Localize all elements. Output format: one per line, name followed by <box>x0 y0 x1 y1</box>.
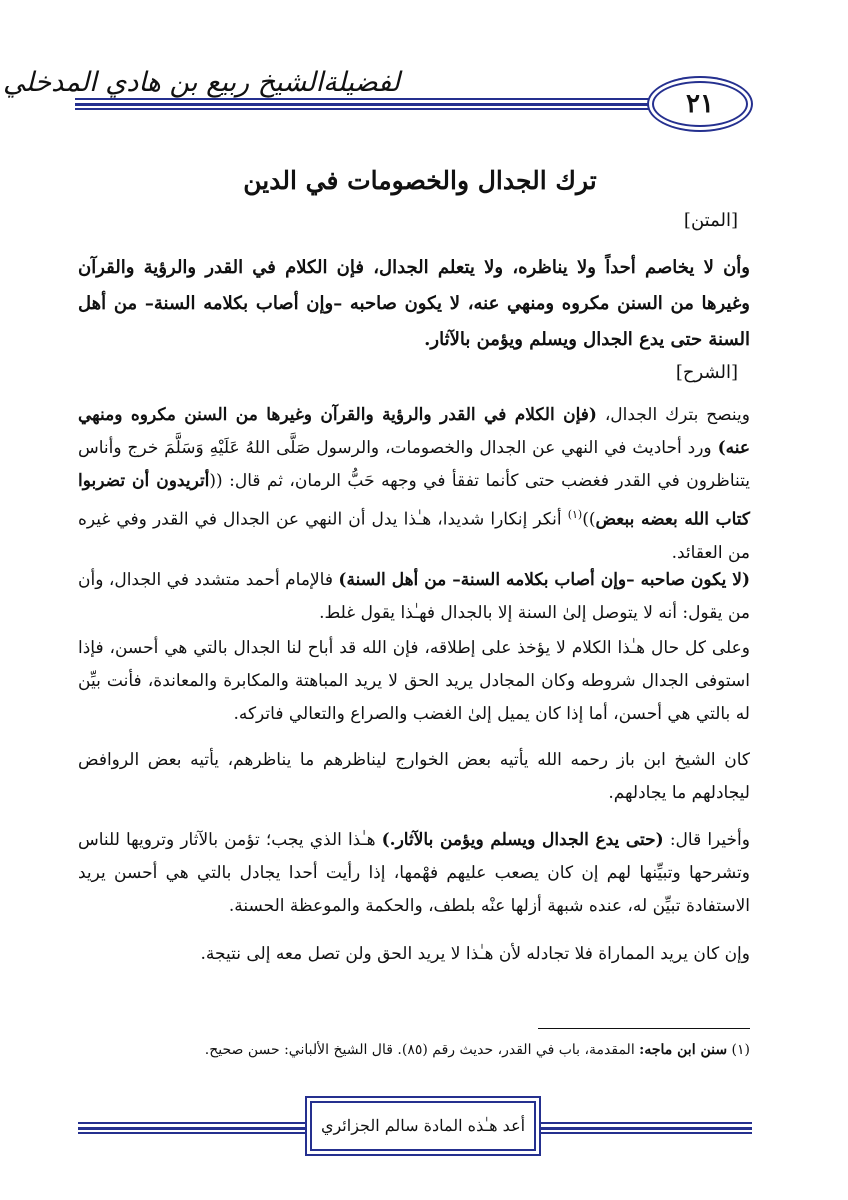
text-run: ورد أحاديث في النهي عن الجدال والخصومات، والرسول صَلَّى اللهُ عَلَيْهِ وَسَلَّمَ خرج وأناس يتناظرون في القدر فغضب حتى كأنما تفقأ في وجهه حَبُّ الرمان، ثم قال: (( <box>78 438 750 491</box>
footnote-separator <box>538 1028 750 1029</box>
quoted-matn: (لا يكون صاحبه –وإن أصاب بكلامه السنة– من أهل السنة) <box>338 570 750 590</box>
quoted-matn: (حتى يدع الجدال ويسلم ويؤمن بالآثار.) <box>381 830 664 850</box>
text-run: هـٰذا الذي يجب؛ تؤمن بالآثار وترويها للناس وتشرحها وتبيِّنها لهم إن كان يصعب عليهم فهْمها، إذا رأيت أحدا يجادل بالتي هي أحسن يريد الاستفادة تبيِّن له، عنده شبهة أزلها عنْه بلطف، والحكمة والموعظة الحسنة. <box>78 830 750 916</box>
sharh-paragraph-4: كان الشيخ ابن باز رحمه الله يأتيه بعض الخوارج ليناظرهم ما يناظرهم، يأتيه بعض الروافض ليجادلهم ما يجادلهم. <box>78 750 750 803</box>
matn-label: [المتن] <box>683 210 738 231</box>
footnote <box>78 1042 750 1058</box>
section-title: ترك الجدال والخصومات في الدين <box>243 166 597 195</box>
sharh-paragraph-2 <box>78 564 750 630</box>
hadith-quote: أتريدون أن تضربوا كتاب الله بعضه ببعض <box>78 471 750 530</box>
sharh-paragraph-3: وعلى كل حال هـٰذا الكلام لا يؤخذ على إطلاقه، فإن الله قد أباح لنا الجدال بالتي هي أحسن، فإذا استوفى الجدال شروطه وكان المجادل يريد الحق لا يريد المباهتة والمكابرة والمعاندة، فأنت بيِّن له بالتي هي أحسن، أما إذا كان يميل إلىٰ الغضب والصراع والتعالي فاتركه. <box>78 638 750 724</box>
matn-text: وأن لا يخاصم أحداً ولا يناظره، ولا يتعلم الجدال، فإن الكلام في القدر والرؤية والقرآن وغيرها من السنن مكروه ومنهي عنه، لا يكون صاحبه –وإن أصاب بكلامه السنة– من أهل السنة حتى يدع الجدال ويسلم ويؤمن بالآثار. <box>78 257 750 350</box>
footnote-marker: (١) <box>731 1042 750 1058</box>
sharh-paragraph-6: وإن كان يريد المماراة فلا تجادله لأن هـٰذا لا يريد الحق ولن تصل معه إلى نتيجة. <box>200 944 750 964</box>
running-header-title: لفضيلةالشيخ ربيع بن هادي المدخلي <box>3 67 400 98</box>
footnote-source: سنن ابن ماجه: <box>639 1042 728 1058</box>
footnote-text: المقدمة، باب في القدر، حديث رقم (٨٥). قال الشيخ الألباني: حسن صحيح. <box>204 1042 640 1058</box>
header-rule <box>75 108 750 110</box>
text-run: وأخيرا قال: <box>663 830 750 850</box>
footnote-reference[interactable]: (١) <box>567 508 583 521</box>
sharh-paragraph-5 <box>78 824 750 923</box>
text-run: )) <box>582 509 596 530</box>
sharh-label: [الشرح] <box>675 362 738 383</box>
text-run: وينصح بترك الجدال، <box>596 405 750 425</box>
sharh-paragraph-1 <box>78 399 750 570</box>
text-run: فالإمام أحمد متشدد في الجدال، وأن من يقول: أنه لا يتوصل إلىٰ السنة إلا بالجدال فهـٰذا يقول غلط. <box>78 570 750 623</box>
footer-credit: أعد هـٰذه المادة سالم الجزائري <box>320 1116 526 1135</box>
quoted-matn: (فإن الكلام في القدر والرؤية والقرآن وغيرها من السنن مكروه ومنهي عنه) <box>78 405 750 458</box>
page-number: ٢١ <box>686 89 714 119</box>
text-run: أنكر إنكارا شديدا، هـٰذا يدل أن النهي عن الجدال في القدر وفي غيره من العقائد. <box>78 509 750 563</box>
